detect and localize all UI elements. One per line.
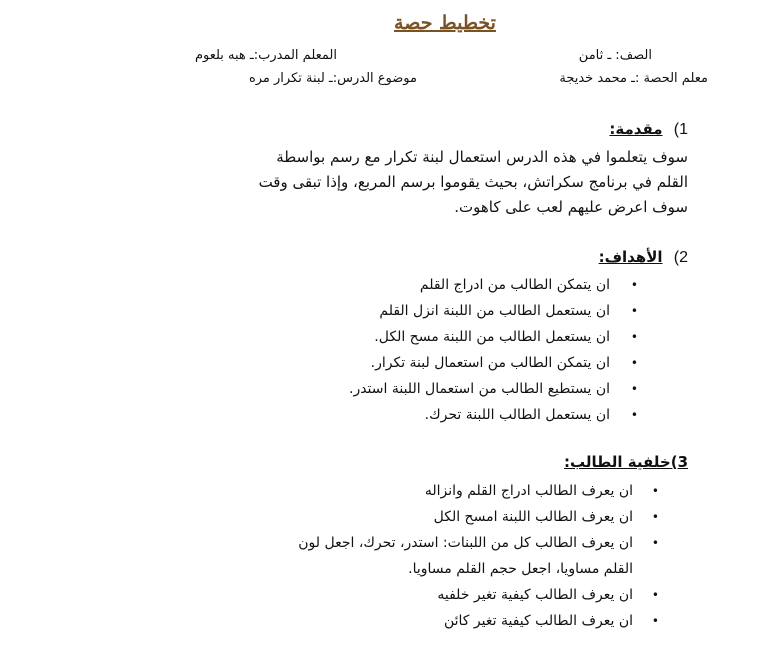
list-item: • ان يعرف الطالب اللبنة امسح الكل xyxy=(215,504,633,530)
trainee-teacher-field: المعلم المدرب:ـ هبه بلعوم xyxy=(194,48,337,63)
list-item: • ان يعرف الطالب كيفية تغير كائن xyxy=(215,608,633,634)
list-item: • ان يتمكن الطالب من ادراج القلم xyxy=(280,272,610,298)
background-heading xyxy=(564,453,688,471)
list-item: • ان يعرف الطالب ادراج القلم وانزاله xyxy=(215,478,633,504)
bullet-icon: • xyxy=(630,408,638,422)
intro-line: سوف اعرض عليهم لعب على كاهوت. xyxy=(454,198,688,216)
bullet-icon: • xyxy=(651,588,659,602)
goals-heading xyxy=(599,248,688,267)
goals-number: 2) xyxy=(673,249,688,266)
intro-number: 1) xyxy=(673,121,688,138)
bullet-icon: • xyxy=(651,536,659,550)
intro-line: القلم في برنامج سكراتش، بحيث يقوموا برسم المربع، وإذا تبقى وقت xyxy=(258,173,688,191)
list-item: • ان يستطيع الطالب من استعمال اللبنة استدر. xyxy=(280,376,610,402)
bullet-icon: • xyxy=(630,356,638,370)
list-item-continuation: القلم مساويا، اجعل حجم القلم مساويا. xyxy=(408,561,633,577)
bullet-icon: • xyxy=(630,382,638,396)
grade-field: الصف: ـ ثامن xyxy=(578,48,652,63)
intro-heading xyxy=(609,120,688,139)
list-item: • ان يتمكن الطالب من استعمال لبنة تكرار. xyxy=(280,350,610,376)
intro-line: سوف يتعلموا في هذه الدرس استعمال لبنة تكرار مع رسم بواسطة xyxy=(276,148,688,166)
intro-heading-text: مقدمة: xyxy=(609,120,663,138)
bullet-icon: • xyxy=(651,484,659,498)
background-heading-text: 3)خلفية الطالب: xyxy=(564,453,688,471)
bullet-icon: • xyxy=(630,278,638,292)
list-item: • ان يستعمل الطالب من اللبنة انزل القلم xyxy=(280,298,610,324)
background-number: 3) xyxy=(670,453,688,471)
bullet-icon: • xyxy=(651,614,659,628)
background-list xyxy=(215,478,659,634)
bullet-icon: • xyxy=(630,304,638,318)
class-teacher-field: معلم الحصة :ـ محمد خديجة xyxy=(559,71,708,86)
page-title: تخطيط حصة xyxy=(394,12,496,34)
list-item: • ان يعرف الطالب كل من اللبنات: استدر، تحرك، اجعل لون xyxy=(215,530,633,556)
goals-heading-text: الأهداف: xyxy=(598,248,663,266)
intro-paragraph xyxy=(210,145,688,220)
bullet-icon: • xyxy=(651,510,659,524)
topic-field: موضوع الدرس:ـ لبنة تكرار مره xyxy=(248,71,417,86)
list-item: • ان يستعمل الطالب اللبنة تحرك. xyxy=(280,402,610,428)
list-item: • ان يستعمل الطالب من اللبنة مسح الكل. xyxy=(280,324,610,350)
bullet-icon: • xyxy=(630,330,638,344)
list-item: • ان يعرف الطالب كيفية تغير خلفيه xyxy=(215,582,633,608)
goals-list xyxy=(280,272,638,428)
